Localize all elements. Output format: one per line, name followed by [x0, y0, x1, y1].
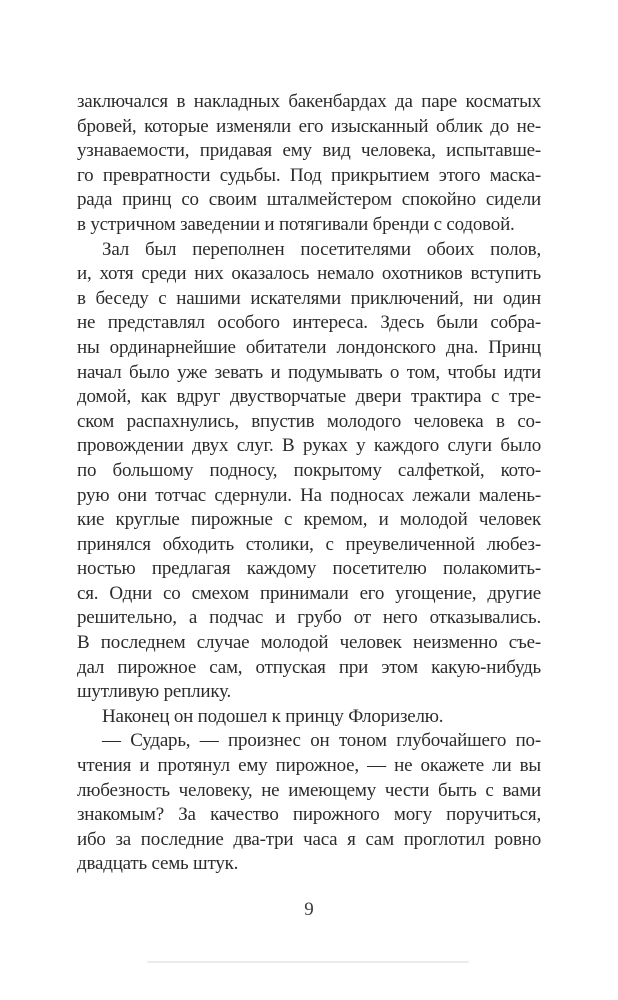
text-line: не представлял особого интереса. Здесь были собра-: [77, 312, 541, 334]
text-line: ибо за последние два-три часа я сам проглотил ровно: [77, 828, 541, 850]
text-line: провождении двух слуг. В руках у каждого слуги было: [77, 435, 541, 457]
text-line: го превратности судьбы. Под прикрытием этого маска-: [77, 164, 541, 186]
text-line: рада принц со своим шталмейстером спокойно сидели: [77, 189, 541, 211]
text-line: рую они тотчас сдернули. На подносах лежали малень-: [77, 484, 541, 506]
text-line: в беседу с нашими искателями приключений, ни один: [77, 287, 541, 309]
text-line: Наконец он подошел к принцу Флоризелю.: [102, 705, 444, 727]
text-line: шутливую реплику.: [77, 681, 232, 703]
text-line: чтения и протянул ему пирожное, — не окажете ли вы: [77, 755, 541, 777]
text-line: принялся обходить столики, с преувеличенной любез-: [77, 533, 541, 555]
text-line: домой, как вдруг двустворчатые двери трактира с тре-: [77, 386, 541, 408]
text-line: заключался в накладных бакенбардах да паре косматых: [77, 91, 541, 112]
text-line: ностью предлагая каждому посетителю полакомить-: [77, 558, 541, 580]
text-line: ском распахнулись, впустив молодого человека в со-: [77, 410, 541, 432]
text-line: Зал был переполнен посетителями обоих полов,: [102, 238, 541, 260]
text-line: узнаваемости, придавая ему вид человека, испытавше-: [77, 140, 541, 162]
text-line: — Сударь, — произнес он тоном глубочайшего по-: [102, 730, 541, 752]
text-line: В последнем случае молодой человек неизменно съе-: [77, 632, 541, 654]
text-line: кие круглые пирожные с кремом, и молодой человек: [77, 509, 541, 531]
text-line: знакомым? За качество пирожного могу поручиться,: [77, 804, 541, 826]
text-line: начал было уже зевать и подумывать о том, чтобы идти: [77, 361, 541, 383]
text-line: двадцать семь штук.: [77, 853, 239, 875]
text-line: любезность человеку, не имеющему чести быть с вами: [77, 779, 541, 801]
text-line: по большому подносу, покрытому салфеткой, кото-: [77, 459, 541, 481]
footer-divider: [147, 961, 469, 963]
text-line: ся. Одни со смехом принимали его угощение, другие: [77, 582, 541, 604]
text-line: ны ординарнейшие обитатели лондонского дна. Принц: [77, 336, 541, 358]
text-line: и, хотя среди них оказалось немало охотников вступить: [77, 263, 541, 285]
text-line: бровей, которые изменяли его изысканный облик до не-: [77, 115, 541, 137]
text-line: в устричном заведении и потягивали бренди с содовой.: [77, 213, 515, 235]
page-number: 9: [304, 899, 314, 920]
text-line: решительно, а подчас и грубо от него отказывались.: [77, 607, 541, 629]
text-line: дал пирожное сам, отпуская при этом какую-нибудь: [77, 656, 541, 678]
text-block: [77, 90, 541, 877]
